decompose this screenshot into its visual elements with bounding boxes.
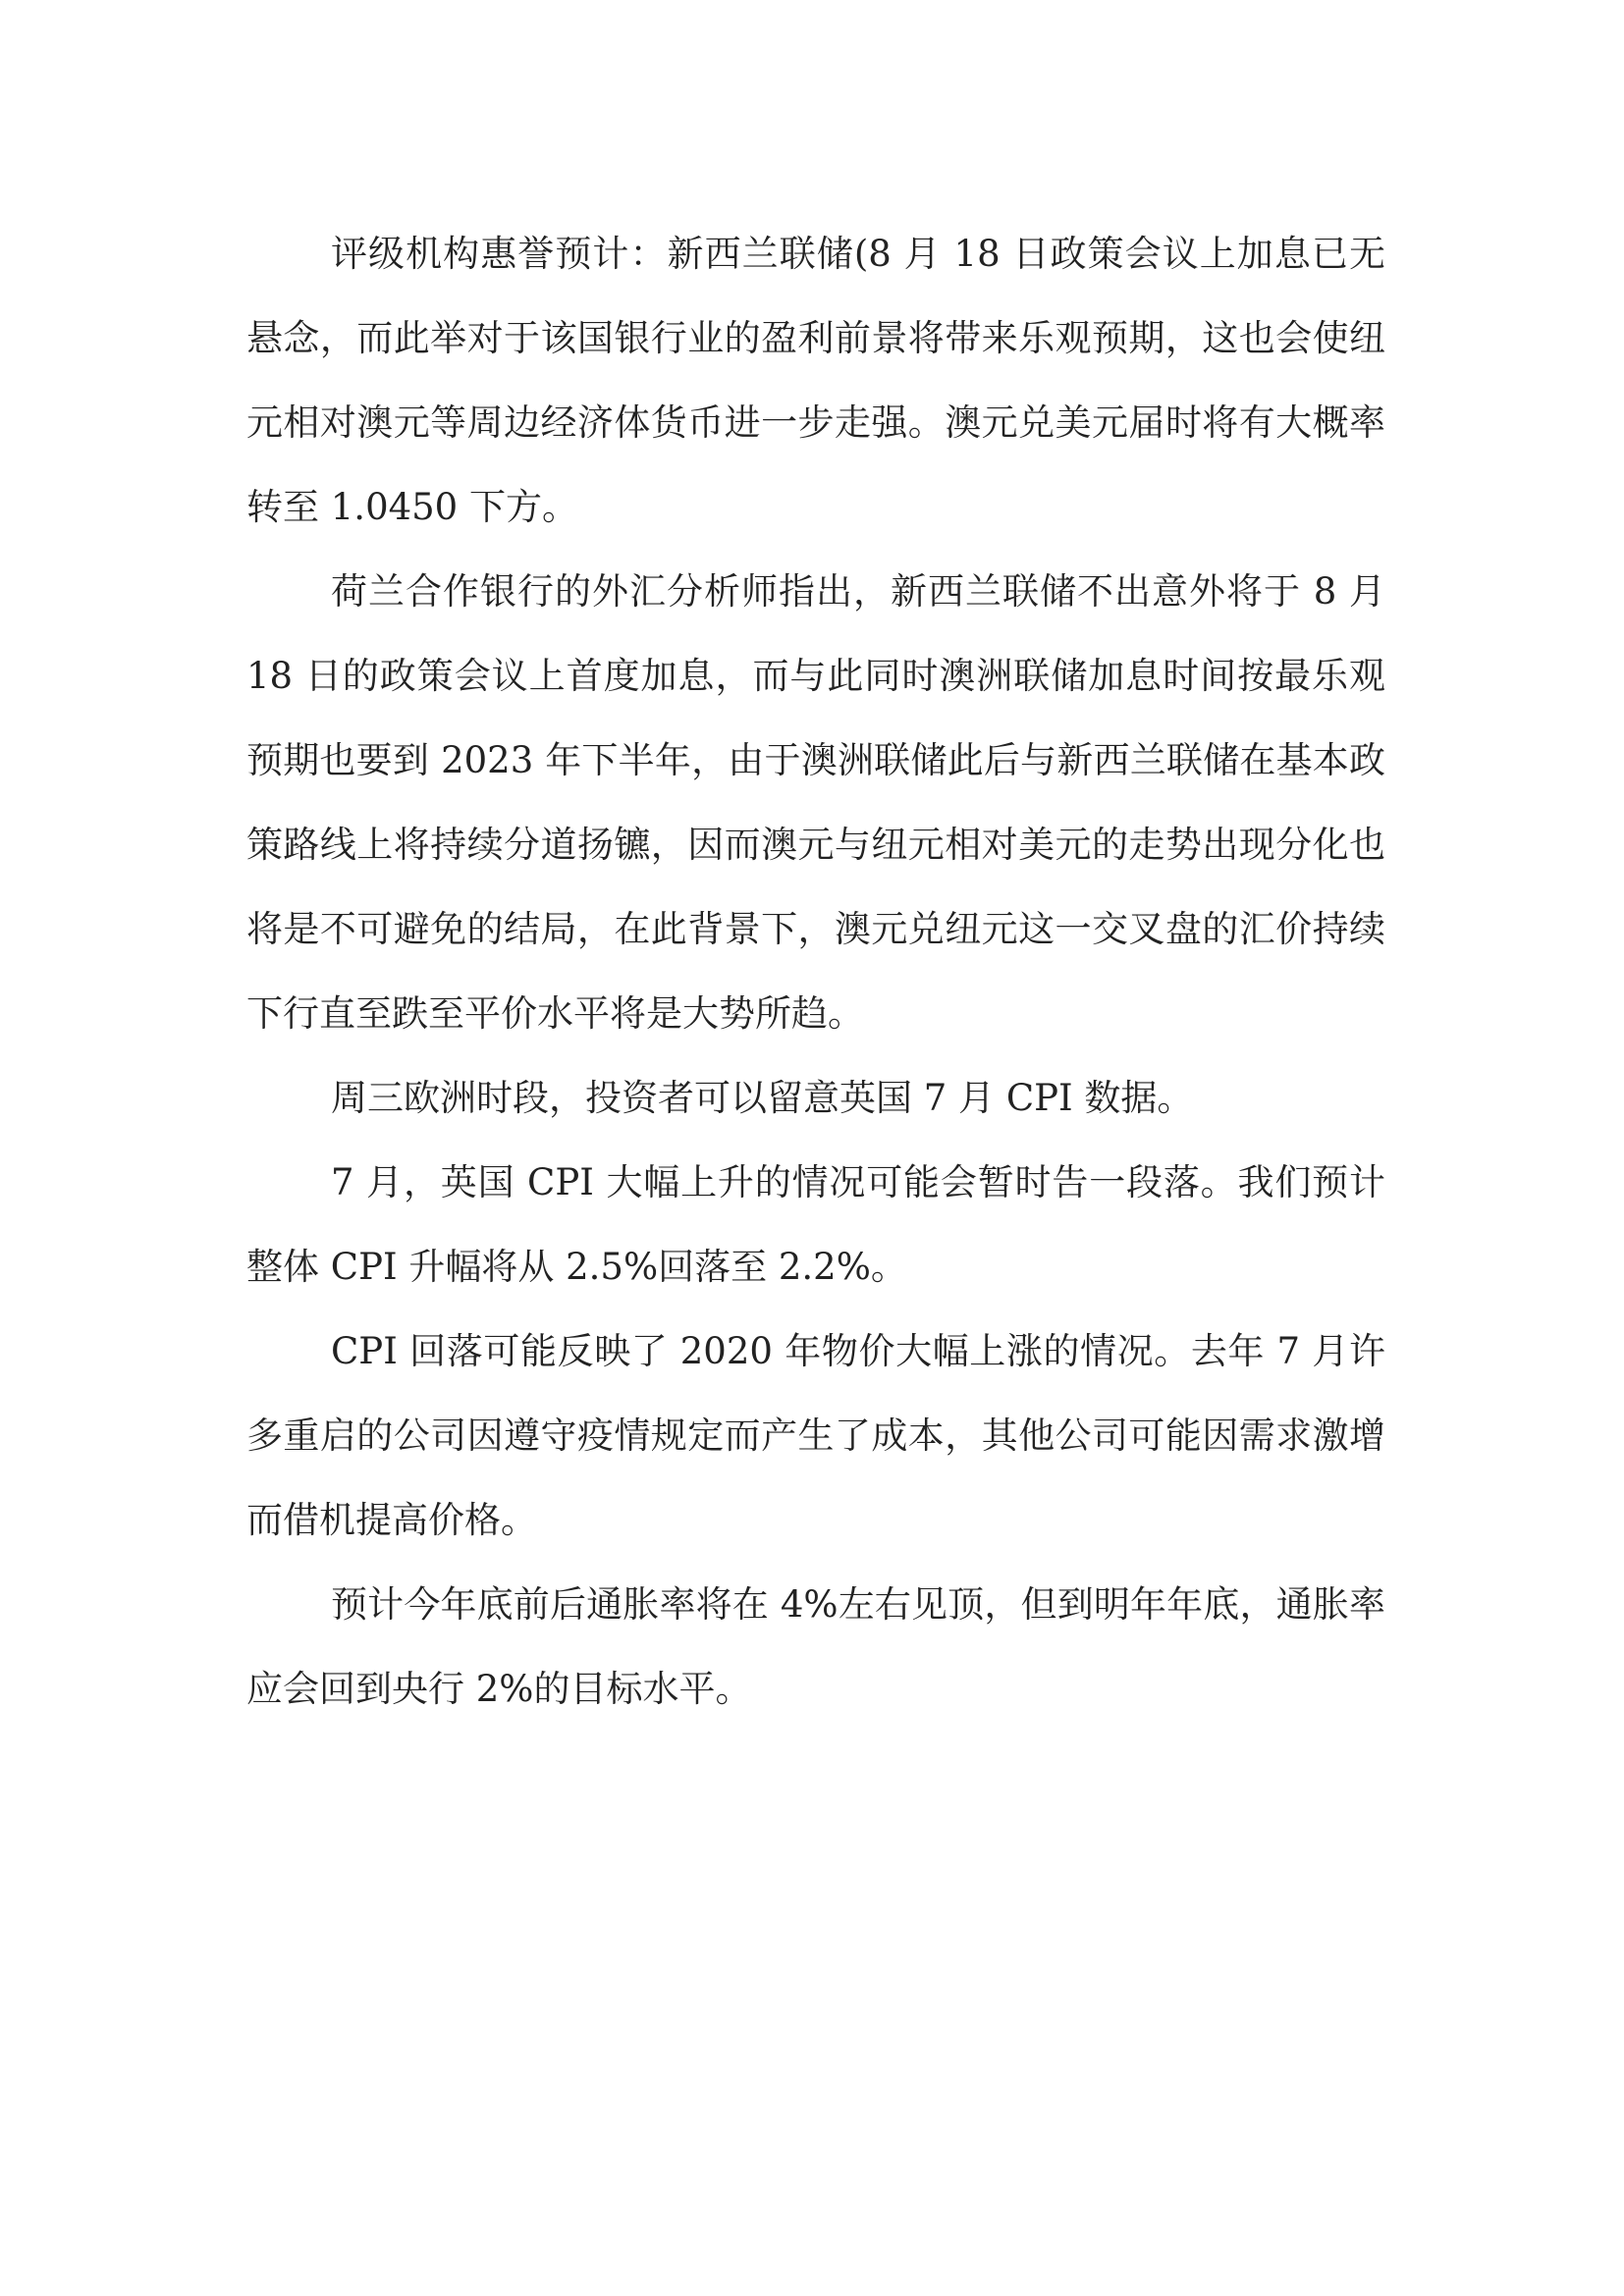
paragraph-rabobank-analysis: 荷兰合作银行的外汇分析师指出，新西兰联储不出意外将于 8 月 18 日的政策会议上首度加息，而与此同时澳洲联储加息时间按最乐观预期也要到 2023 年下半年，由于澳洲联储此后与新西兰联储在基本政策路线上将持续分道扬镳，因而澳元与纽元相对美元的走势出现分化也将是不可避免的结局，在此背景下，澳元兑纽元这一交叉盘的汇价持续下行直至跌至平价水平将是大势所趋。: [246, 570, 1385, 1035]
paragraph-uk-cpi-forecast: 7 月，英国 CPI 大幅上升的情况可能会暂时告一段落。我们预计整体 CPI 升幅将从 2.5%回落至 2.2%。: [246, 1161, 1385, 1288]
paragraph-fitch-forecast: 评级机构惠誉预计：新西兰联储(8 月 18 日政策会议上加息已无悬念，而此举对于该国银行业的盈利前景将带来乐观预期，这也会使纽元相对澳元等周边经济体货币进一步走强。澳元兑美元届时将有大概率转至 1.0450 下方。: [246, 233, 1385, 528]
paragraph-cpi-base-effect: CPI 回落可能反映了 2020 年物价大幅上涨的情况。去年 7 月许多重启的公司因遵守疫情规定而产生了成本，其他公司可能因需求激增而借机提高价格。: [246, 1330, 1385, 1541]
paragraph-uk-cpi-watch: 周三欧洲时段，投资者可以留意英国 7 月 CPI 数据。: [331, 1077, 1194, 1119]
paragraph-inflation-outlook: 预计今年底前后通胀率将在 4%左右见顶，但到明年年底，通胀率应会回到央行 2%的目标水平。: [246, 1583, 1385, 1710]
article-body: [246, 212, 1385, 1732]
